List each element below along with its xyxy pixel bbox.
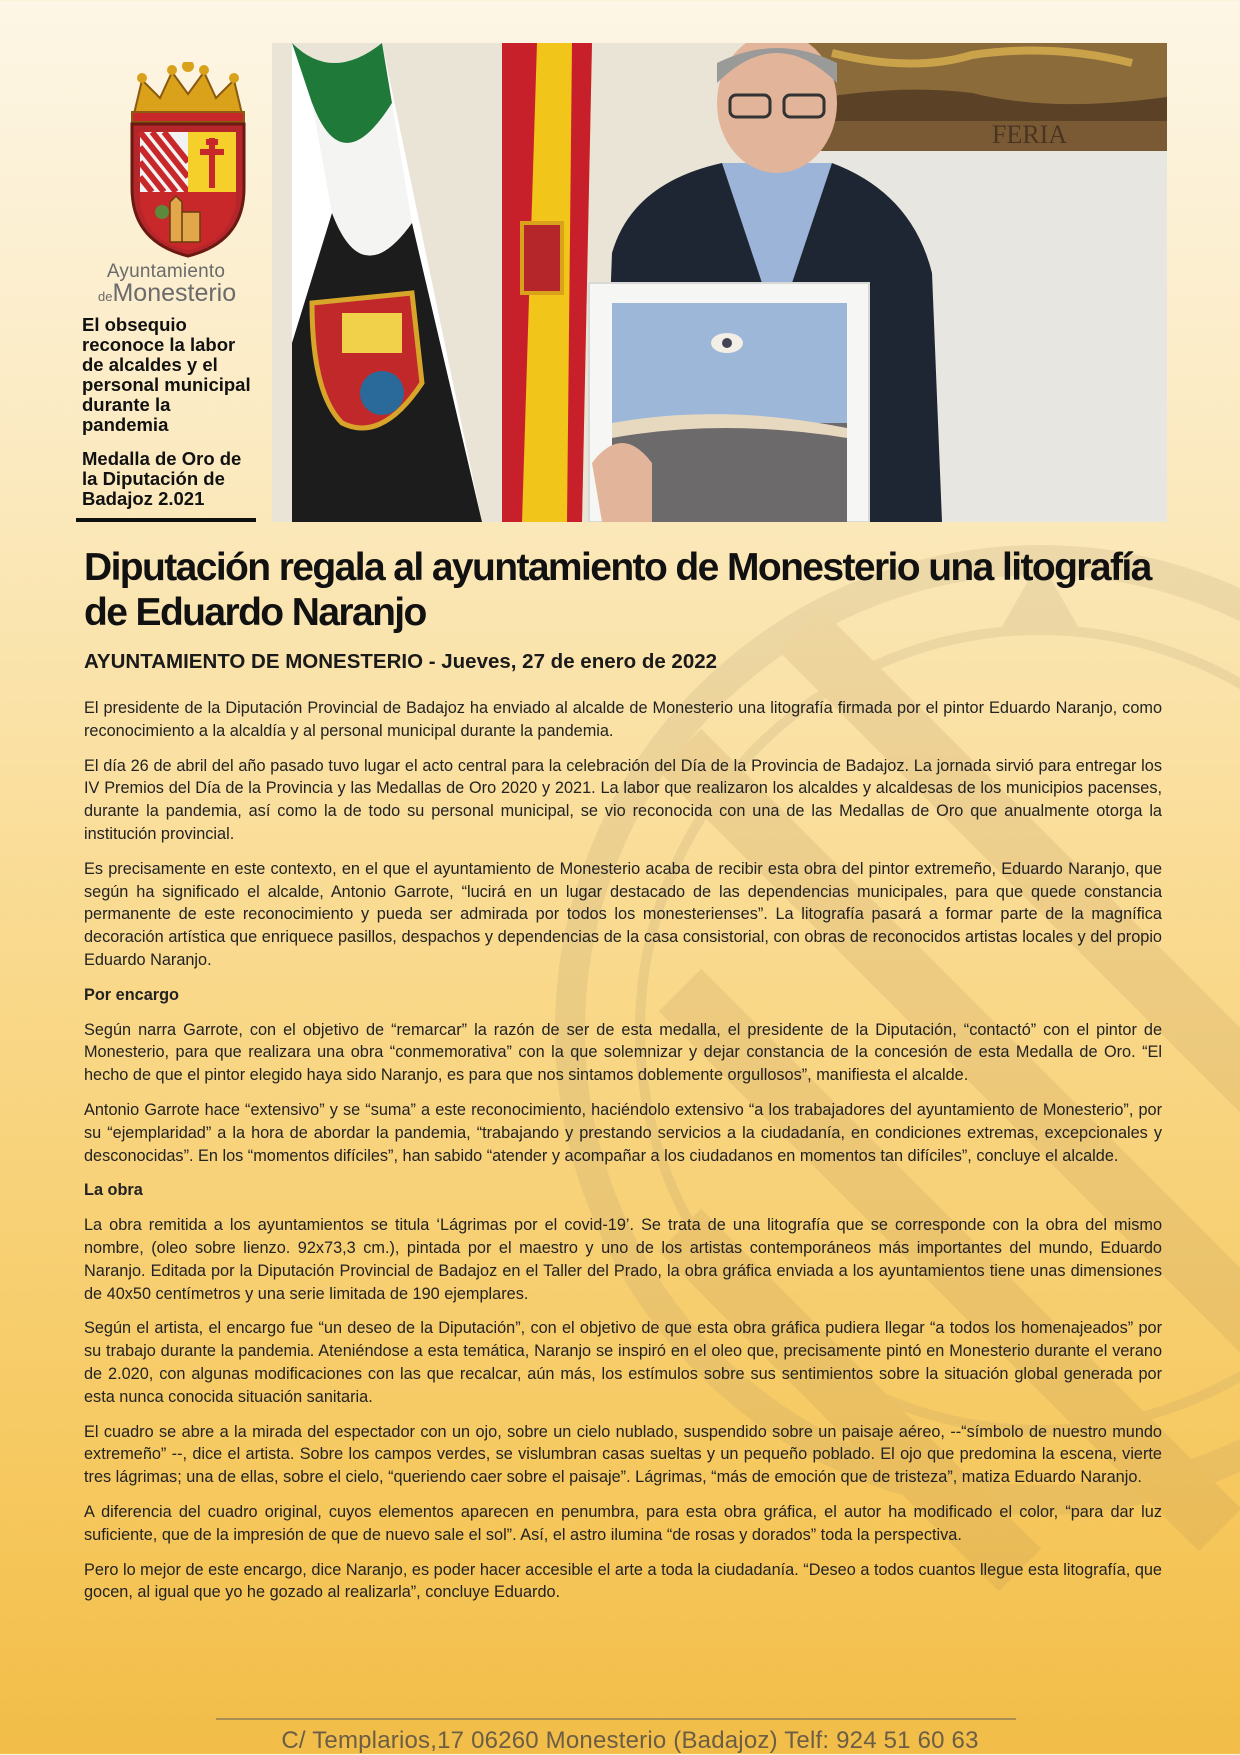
caption-text: El obsequio reconoce la labor de alcaldes y el personal municipal durante la pandemia [82,314,251,435]
logo-line-name: Monesterio [112,279,237,307]
paragraph: Según el artista, el encargo fue “un deseo de la Diputación”, con el objetivo de que esta obra gráfica pudiera llegar “a todos los homenajeados” por su trabajo durante la pandemia. Ateniéndose a esta temática, Naranjo se inspiró en el oleo que, precisamente pintó en Monesterio durante el verano de 2.020, con algunas modificaciones con las que recalcar, aún más, los estímulos sobre sus sentimientos sobre la situación global generada por esta nunca conocida situación sanitaria. [84,1319,1162,1406]
article-body [84,697,1162,1616]
logo-line-ayuntamiento: Ayuntamiento [106,261,226,282]
footer-divider [216,1718,1016,1720]
paragraph: Es precisamente en este contexto, en el que el ayuntamiento de Monesterio acaba de recibir esta obra del pintor extremeño, Eduardo Naranjo, que según ha significado el alcalde, Antonio Garrote, “lucirá en un lugar destacado de las dependencias municipales, para que quede constancia permanente de este reconocimiento y pueda ser admirada por todos los monesterienses”. La litografía pasará a formar parte de la magnífica decoración artística que enriquece pasillos, despachos y dependencias de la casa consistorial, con obras de reconocidos artistas locales y del propio Eduardo Naranjo. [84,859,1162,969]
logo-line-prefix: de [98,289,113,304]
logo-line-monesterio [98,279,237,307]
footer-address: C/ Templarios,17 06260 Monesterio (Badajoz) Telf: 924 51 60 63 [281,1727,979,1754]
logo-wordmark [98,261,237,307]
paragraph: A diferencia del cuadro original, cuyos elementos aparecen en penumbra, para esta obra gráfica, el autor ha modificado el color, “para dar luz suficiente, que de la impresión de que de nuevo sale el sol”. Así, el astro ilumina “de rosas y dorados” toda la perspectiva. [84,1502,1162,1544]
paragraph: Según narra Garrote, con el objetivo de “remarcar” la razón de ser de esta medalla, el presidente de la Diputación, “contactó” con el pintor de Monesterio, para que realizara una obra “conmemorativa” con la que solemnizar y dejar constancia de la concesión de esta Medalla de Oro. “El hecho de que el pintor elegido haya sido Naranjo, es para que nos sintamos doblemente orgullosos”, manifiesta el alcalde. [84,1020,1162,1085]
paragraph: El presidente de la Diputación Provincial de Badajoz ha enviado al alcalde de Monesterio una litografía firmada por el pintor Eduardo Naranjo, como reconocimiento a la alcaldía y al personal municipal durante la pandemia. [84,699,1162,740]
paragraph: El cuadro se abre a la mirada del espectador con un ojo, sobre un cielo nublado, suspendido sobre un paisaje aéreo, --“símbolo de nuestro mundo extremeño” --, dice el artista. Sobre los campos verdes, se vislumbran casas sueltas y un pequeño poblado. El ojo que predomina la escena, vierte tres lágrimas; una de ellas, sobre el cielo, “queriendo caer sobre el paisaje”. Lágrimas, “más de emoción que de tristeza”, matiza Eduardo Naranjo. [84,1422,1162,1487]
sidebar-caption [82,315,252,523]
paragraph: La obra remitida a los ayuntamientos se titula ‘Lágrimas por el covid-19’. Se trata de una litografía que se corresponde con la obra del mismo nombre, (oleo sobre lienzo. 92x73,3 cm.), pintada por el maestro y uno de los artistas contemporáneos más importantes del mundo, Eduardo Naranjo. Editada por la Diputación Provincial de Badajoz en el Taller del Prado, la obra gráfica enviada a los ayuntamientos tiene unas dimensiones de 40x50 centímetros y una serie limitada de 190 ejemplares. [84,1216,1162,1303]
article-byline: AYUNTAMIENTO DE MONESTERIO - Jueves, 27 de enero de 2022 [84,650,718,673]
monesterio-crest-logo [120,62,256,258]
paragraph: El día 26 de abril del año pasado tuvo lugar el acto central para la celebración del Día de la Provincia de Badajoz. La jornada sirvió para entregar los IV Premios del Día de la Provincia y las Medallas de Oro 2020 y 2021. La labor que realizaron los alcaldes y alcaldesas de los municipios pacenses, durante la pandemia, así como la de todo su personal municipal, se vio reconocida con una de las Medallas de Oro que anualmente otorga la institución provincial. [84,756,1162,843]
medal-text: Medalla de Oro de la Diputación de Badajoz 2.021 [82,448,242,509]
paragraph: Pero lo mejor de este encargo, dice Naranjo, es poder hacer accesible el arte a toda la ciudadanía. “Deseo a todos cuantos llegue esta litografía, que gocen, al igual que yo he gozado al realizarla”, concluye Eduardo. [84,1560,1162,1602]
section-heading: La obra [84,1181,143,1200]
article-title: Diputación regala al ayuntamiento de Monesterio una litografía de Eduardo Naranjo [84,546,1151,634]
article-photo [272,43,1167,522]
caption-divider [76,518,256,522]
painting-sign-text: FERIA [992,120,1068,149]
section-heading: Por encargo [84,985,180,1004]
paragraph: Antonio Garrote hace “extensivo” y se “suma” a este reconocimiento, haciéndolo extensivo “a los trabajadores del ayuntamiento de Monesterio”, por su “ejemplaridad” a la hora de abordar la pandemia, “trabajando y prestando servicios a la ciudadanía, en condiciones extremas, excepcionales y desconocidas”. En los “momentos difíciles”, han sabido “atender y acompañar a los ciudadanos en momentos tan difíciles”, concluye el alcalde. [84,1100,1162,1165]
